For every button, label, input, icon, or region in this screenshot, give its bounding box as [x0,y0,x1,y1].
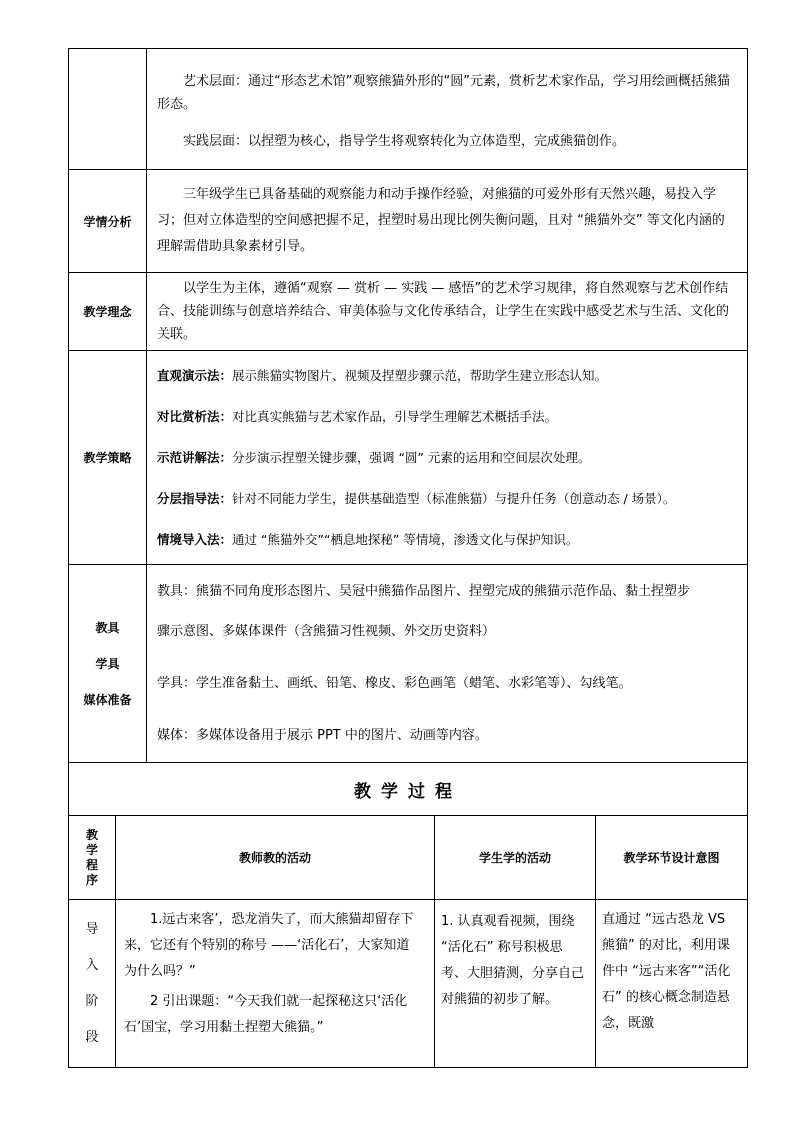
strategy-item-text: 展示熊猫实物图片、视频及捏塑步骤示范，帮助学生建立形态认知。 [232,368,608,383]
media-text: 媒体：多媒体设备用于展示 PPT 中的图片、动画等内容。 [157,727,488,743]
lesson-plan-page [68,48,747,1068]
philosophy-text: 以学生为主体，遵循“观察 — 赏析 — 实践 — 感悟”的艺术学习规律，将自然观察与艺术创作结合、技能训练与创意培养结合、审美体验与文化传承结合，让学生在实践中感受艺术与生活、文化的关联。 [157,281,730,342]
practice-level-text: 实践层面：以捏塑为核心，指导学生将观察转化为立体造型，完成熊猫创作。 [183,133,626,149]
strategy-item [157,437,739,478]
teacher-activity-cell [116,900,435,1068]
design-intent-text: 直通过 “远古恐龙 VS 熊猫” 的对比，利用课件中 “远古来客”“活化石” 的核心概念制造悬念，既激 [602,912,731,1031]
philosophy-cell [147,273,748,351]
teacher-activity-header: 教师教的活动 [116,816,435,900]
materials-label-teaching: 教具 [95,620,120,635]
procedure-header-char: 教 [85,827,98,842]
goals-label-cell [69,49,147,170]
strategy-item-text: 对比真实熊猫与艺术家作品，引导学生理解艺术概括手法。 [232,409,558,424]
strategy-item-name: 示范讲解法： [157,450,233,465]
stage-char: 段 [85,1029,99,1045]
strategy-item [157,478,739,519]
teacher-activity-text-1: 1.远古来客’，恐龙消失了，而大熊猫却留存下来，它还有个特别的称号 ——‘活化石’，大家知道为什么吗？” [124,912,414,979]
strategy-item-name: 对比赏析法： [157,409,233,424]
strategy-cell [147,351,748,565]
student-activity-text: 1. 认真观看视频，围绕 “活化石” 称号积极思考、大胆猜测，分享自己对熊猫的初步了解。 [441,914,585,1007]
goals-row [69,49,748,170]
learner-analysis-row [69,170,748,273]
stage-char: 入 [85,957,99,973]
design-intent-cell [596,900,748,1068]
stage-char: 导 [85,921,99,937]
learner-analysis-text: 三年级学生已具备基础的观察能力和动手操作经验，对熊猫的可爱外形有天然兴趣，易投入学习；但对立体造型的空间感把握不足，捏塑时易出现比例失衡问题，且对 “熊猫外交” 等文化内涵的理解需借助具象素材引导。 [157,187,725,254]
procedure-header-char: 序 [85,872,98,887]
learner-analysis-label: 学情分析 [69,170,147,273]
philosophy-label: 教学理念 [69,273,147,351]
student-aids-text: 学具：学生准备黏土、画纸、铅笔、橡皮、彩色画笔（蜡笔、水彩笔等）、勾线笔。 [157,675,632,691]
lesson-plan-table [68,48,748,1068]
process-title: 教学过程 [69,763,748,816]
stage-label [69,900,116,1068]
materials-label-media: 媒体准备 [83,692,132,707]
strategy-item-name: 情境导入法： [157,532,233,547]
design-intent-header: 教学环节设计意图 [596,816,748,900]
intro-stage-row [69,900,748,1068]
strategy-item [157,355,739,396]
materials-row [69,565,748,763]
procedure-header-char: 程 [85,857,98,872]
materials-content-cell [147,565,748,763]
strategy-item-text: 通过 “熊猫外交”“栖息地探秘” 等情境，渗透文化与保护知识。 [232,532,579,547]
process-title-row [69,763,748,816]
procedure-header-char: 学 [85,842,98,857]
philosophy-row [69,273,748,351]
student-activity-header: 学生学的活动 [435,816,596,900]
art-level-text: 艺术层面：通过“形态艺术馆”观察熊猫外形的“圆”元素，赏析艺术家作品，学习用绘画概括熊猫形态。 [157,73,730,112]
materials-label-student: 学具 [95,656,120,671]
strategy-row [69,351,748,565]
teacher-activity-text-2: 2 引出课题：“今天我们就一起探秘这只‘活化石’国宝，学习用黏土捏塑大熊猫。” [124,994,408,1035]
strategy-item-text: 分步演示捏塑关键步骤，强调 “圆” 元素的运用和空间层次处理。 [232,450,591,465]
strategy-item-name: 分层指导法： [157,491,233,506]
learner-analysis-cell [147,170,748,273]
strategy-item [157,519,739,560]
materials-label-cell [69,565,147,763]
procedure-header [69,816,116,900]
process-header-row [69,816,748,900]
teaching-aids-line-1: 教具：熊猫不同角度形态图片、吴冠中熊猫作品图片、捏塑完成的熊猫示范作品、黏土捏塑步 [157,583,691,599]
strategy-item-name: 直观演示法： [157,368,233,383]
stage-char: 阶 [85,993,99,1009]
student-activity-cell [435,900,596,1068]
strategy-label: 教学策略 [69,351,147,565]
strategy-item [157,396,739,437]
goals-content-cell [147,49,748,170]
strategy-item-text: 针对不同能力学生，提供基础造型（标准熊猫）与提升任务（创意动态 / 场景）。 [232,491,676,506]
teaching-aids-line-2: 骤示意图、多媒体课件（含熊猫习性视频、外交历史资料） [157,623,496,639]
